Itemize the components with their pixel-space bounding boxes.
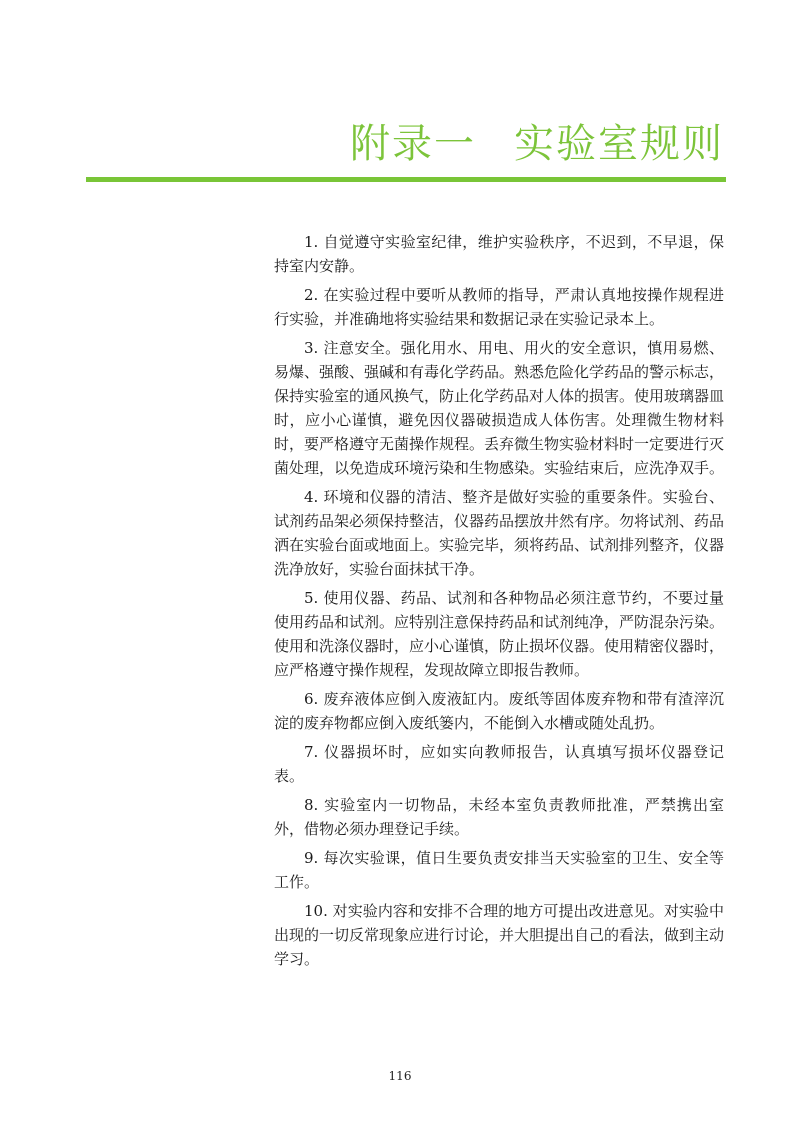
rule-item-5: 5. 使用仪器、药品、试剂和各种物品必须注意节约，不要过量使用药品和试剂。应特别注意保持药品和试剂纯净，严防混杂污染。使用和洗涤仪器时，应小心谨慎，防止损坏仪器。使用精密仪器时，应严格遵守操作规程，发现故障立即报告教师。	[274, 589, 725, 679]
title-underline	[86, 177, 726, 182]
appendix-label: 附录一	[350, 121, 476, 167]
rule-item-8: 8. 实验室内一切物品，未经本室负责教师批准，严禁携出室外，借物必须办理登记手续。	[274, 796, 724, 838]
rules-list	[274, 230, 724, 976]
rule-item-10: 10. 对实验内容和安排不合理的地方可提出改进意见。对实验中出现的一切反常现象应进行讨论，并大胆提出自己的看法，做到主动学习。	[274, 902, 725, 968]
page-title	[350, 118, 724, 170]
rule-item-1: 1. 自觉遵守实验室纪律，维护实验秩序，不迟到，不早退，保持室内安静。	[274, 233, 724, 275]
rule-item-6: 6. 废弃液体应倒入废液缸内。废纸等固体废弃物和带有渣滓沉淀的废弃物都应倒入废纸篓内，不能倒入水槽或随处乱扔。	[274, 690, 724, 732]
rule-item-7: 7. 仪器损坏时，应如实向教师报告，认真填写损坏仪器登记表。	[274, 743, 724, 785]
title-text: 实验室规则	[514, 121, 724, 167]
rule-item-3: 3. 注意安全。强化用水、用电、用火的安全意识，慎用易燃、易爆、强酸、强碱和有毒化学药品。熟悉危险化学药品的警示标志，保持实验室的通风换气，防止化学药品对人体的损害。使用玻璃器皿时，应小心谨慎，避免因仪器破损造成人体伤害。处理微生物材料时，要严格遵守无菌操作规程。丢弃微生物实验材料时一定要进行灭菌处理，以免造成环境污染和生物感染。实验结束后，应洗净双手。	[274, 339, 725, 477]
rule-item-4: 4. 环境和仪器的清洁、整齐是做好实验的重要条件。实验台、试剂药品架必须保持整洁，仪器药品摆放井然有序。勿将试剂、药品洒在实验台面或地面上。实验完毕，须将药品、试剂排列整齐，仪器洗净放好，实验台面抹拭干净。	[274, 488, 725, 578]
rule-item-9: 9. 每次实验课，值日生要负责安排当天实验室的卫生、安全等工作。	[274, 849, 724, 891]
rule-item-2: 2. 在实验过程中要听从教师的指导，严肃认真地按操作规程进行实验，并准确地将实验结果和数据记录在实验记录本上。	[274, 286, 724, 328]
page-number: 116	[388, 1069, 412, 1083]
